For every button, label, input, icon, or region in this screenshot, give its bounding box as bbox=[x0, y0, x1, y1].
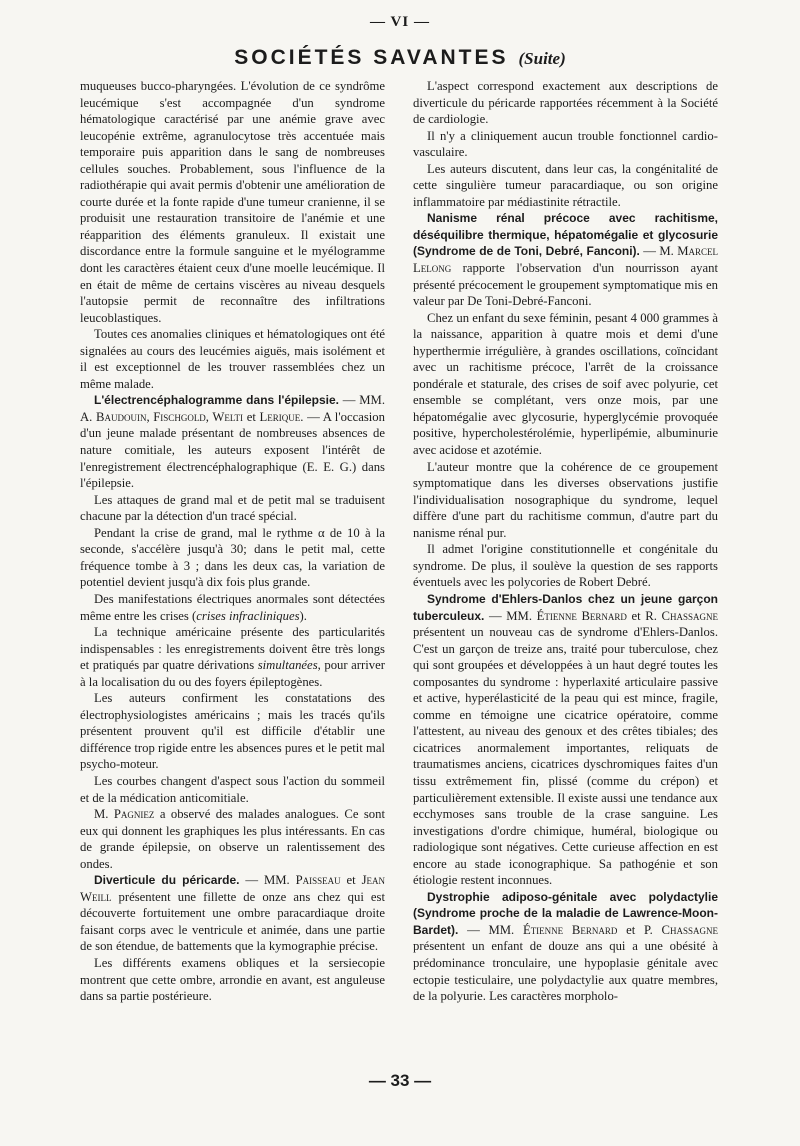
author: Chassagne bbox=[661, 608, 718, 623]
author: Lerique bbox=[259, 409, 301, 424]
paragraph: L'aspect correspond exactement aux descriptions de diverticule du péricarde rapportées récemment à la Société de cardiologie. bbox=[413, 79, 718, 127]
section-roman-numeral: — VI — bbox=[370, 14, 430, 30]
paragraph: Il n'y a cliniquement aucun trouble fonctionnel cardio-vasculaire. bbox=[413, 128, 718, 160]
article-eeg: L'électrencéphalogramme dans l'épilepsie. — MM. A. Baudouin, Fischgold, Welti et Lerique. — A l'occasion d'un jeune malade présentant de nombreuses absences de nature comitiale, les auteurs exposent l'intérêt de l'enregistrement électrencéphalographique (E. E. G.) dans l'épilepsie. bbox=[80, 393, 385, 491]
article-dystrophie: Dystrophie adiposo-génitale avec polydactylie (Syndrome proche de la maladie de Lawrence-Moon-Bardet). — MM. Étienne Bernard et P. Chassagne présentent un enfant de douze ans qui a une obésité à prédominance tronculaire, une hypoplasie génitale avec ectopie testiculaire, une polydactylie aux quatre membres, de la polyurie. Les caractères morpholo- bbox=[413, 889, 718, 1004]
author: Marcel Lelong bbox=[413, 244, 718, 276]
author: Jean Weill bbox=[80, 873, 385, 904]
paragraph: muqueuses bucco-pharyngées. L'évolution de ce syndrôme leucémique s'est accompagnée d'un syndrome hématologique caractérisé par une anémie grave avec leucopénie extrême, agranulocytose très accentuée mais temporaire puis apparition dans le sang de nombreuses cellules souches. Probablement, sous l'influence de la radiothérapie qui avait permis d'obtenir une amélioration de courte durée et la fonte rapide d'une tumeur cranienne, il se produisit une restauration transitoire de l'anémie et une réapparition des éléments granuleux. Il existait une discordance entre la formule sanguine et le myélogramme dont les caractères étaient ceux d'une moelle leucémique. Il en était de même de certains viscères au niveau desquels l'autopsie permit de reconnaître des infiltrations leucoblastiques. bbox=[80, 79, 385, 325]
paragraph: Les attaques de grand mal et de petit mal se traduisent chacune par la détection d'un tracé spécial. bbox=[80, 492, 385, 524]
page-number: — 33 — bbox=[368, 1071, 432, 1090]
paragraph: M. Pagniez a observé des malades analogues. Ce sont eux qui donnent les graphiques les plus intéressants. En cas de grande épilepsie, on observe un ralentissement des ondes. bbox=[80, 807, 386, 871]
article-title: L'électrencéphalogramme dans l'épilepsie. bbox=[94, 393, 340, 408]
paragraph: Les courbes changent d'aspect sous l'action du sommeil et de la médication anticomitiale. bbox=[80, 773, 385, 805]
authors: Baudouin, Fischgold, Welti bbox=[95, 409, 244, 424]
article-title: Syndrome d'Ehlers-Danlos chez un jeune garçon tuberculeux. bbox=[413, 591, 718, 623]
article-title: Dystrophie adiposo-génitale avec polydactylie (Syndrome proche de la maladie de Lawrence-Moon-Bardet). bbox=[413, 889, 718, 937]
paragraph: Toutes ces anomalies cliniques et hématologiques ont été signalées au cours des leucémies aiguës, mais isolément et il est exceptionnel de les trouver rassemblées chez un même malade. bbox=[80, 327, 385, 391]
author: Étienne Bernard bbox=[536, 608, 627, 623]
page-header bbox=[0, 46, 800, 70]
author: Chassagne bbox=[661, 922, 718, 937]
paragraph: Les auteurs discutent, dans leur cas, la congénitalité de cette singulière tumeur paracardiaque, ou son origine inflammatoire par médiastinite rétractile. bbox=[413, 161, 718, 209]
article-ehlers-danlos: Syndrome d'Ehlers-Danlos chez un jeune garçon tuberculeux. — MM. Étienne Bernard et R. Chassagne présentent un nouveau cas de syndrome d'Ehlers-Danlos. C'est un garçon de treize ans, traité pour tuberculose, chez qui sont groupées et développées à un haut degré toutes les composantes du syndrome : hyperlaxité articulaire passive et active, hyperélasticité de la peau qui est mince, fragile, comme en témoigne une cicatrice opératoire, comme l'attestent, au niveau des genoux et des crêtes tibiales; des cicatrices anormalement importantes, reliquats de traumatismes anciens, cicatrices dyschromiques faites d'un tissu extrêmement fin, plissé (comme du crépon) et particulièrement extensible. Il existe aussi une tendance aux ecchymoses sans trouble de la crase sanguine. Les investigations d'ordre chimique, huméral, biologique ou radiologique sont négatives. Cette curieuse affection en est encore au stade iconographique. Sa pathogénie et son étiologie restent inconnues. bbox=[413, 591, 718, 888]
paragraph: Des manifestations électriques anormales sont détectées même entre les crises (crises infracliniques). bbox=[80, 591, 385, 623]
author: M. Pagniez bbox=[94, 807, 155, 822]
article-nanisme: Nanisme rénal précoce avec rachitisme, déséquilibre thermique, hépatomégalie et glycosurie (Syndrome de de Toni, Debré, Fanconi). — M. Marcel Lelong rapporte l'observation d'un nourrisson ayant présenté précocement le groupement symptomatique mis en valeur par De Toni-Debré-Fanconi. bbox=[413, 211, 718, 309]
paragraph: Pendant la crise de grand, mal le rythme α de 10 à la seconde, s'accélère jusqu'à 30; dans le petit mal, cette fréquence tombe à 3 ; dans les deux cas, la variation de potentiel devient jusqu'à dix fois plus grande. bbox=[80, 525, 385, 590]
paragraph: Chez un enfant du sexe féminin, pesant 4 000 grammes à la naissance, apparition à quatre mois et demi d'une hyperthermie irrégulière, à grandes oscillations, coïncidant avec un rachitisme précoce, l'arrêt de la croissance pondérale et staturale, des crises de soif avec polyurie, cet ensemble se complétant, vers onze mois, par une hépatomégalie avec glycosurie, hyperglycémie provoquée positive, hypercholestérolémie, hyperlipémie, albuminurie avec acidose et azotémie. bbox=[413, 310, 718, 458]
paragraph: Les différents examens obliques et la sersiecopie montrent que cette ombre, arrondie en avant, est anguleuse dans sa partie postérieure. bbox=[80, 955, 385, 1004]
article-pericarde: Diverticule du péricarde. — MM. Paisseau et Jean Weill présentent une fillette de onze ans chez qui est découverte fortuitement une ombre paracardiaque droite faisant corps avec le ventricule et animée, dans une partie de son étendue, de battements que la kymographie précise. bbox=[80, 873, 385, 954]
author: Paisseau bbox=[295, 873, 341, 888]
right-column bbox=[413, 78, 718, 1005]
left-column bbox=[80, 78, 385, 1005]
paragraph: Les auteurs confirment les constatations des électrophysiologistes américains ; mais les tracés qu'ils présentent prouvent qu'il est difficile d'établir une différence trop rigide entre les absences pures et le petit mal psycho-moteur. bbox=[80, 691, 385, 772]
article-title: Diverticule du péricarde. bbox=[94, 873, 240, 888]
article-title: Nanisme rénal précoce avec rachitisme, déséquilibre thermique, hépatomégalie et glycosurie (Syndrome de de Toni, Debré, Fanconi). bbox=[413, 211, 718, 259]
page-title: SOCIÉTÉS SAVANTES bbox=[234, 46, 509, 69]
author: Étienne Bernard bbox=[522, 922, 618, 937]
title-suite: (Suite) bbox=[518, 49, 566, 68]
paragraph: Il admet l'origine constitutionnelle et congénitale du syndrome. De plus, il soulève la question de ses rapports éventuels avec les polycories de Robert Debré. bbox=[413, 542, 718, 590]
paragraph: La technique américaine présente des particularités indispensables : les enregistrements doivent être très longs et pratiqués par quatre dérivations simultanées, pour arriver à la localisation du ou des foyers épileptogènes. bbox=[80, 625, 385, 689]
paragraph: L'auteur montre que la cohérence de ce groupement symptomatique dans les diverses observations justifie l'individualisation nosographique du syndrome, lequel diffère d'une part du rachitisme commun, d'autre part du nanisme rénal pur. bbox=[413, 459, 718, 540]
